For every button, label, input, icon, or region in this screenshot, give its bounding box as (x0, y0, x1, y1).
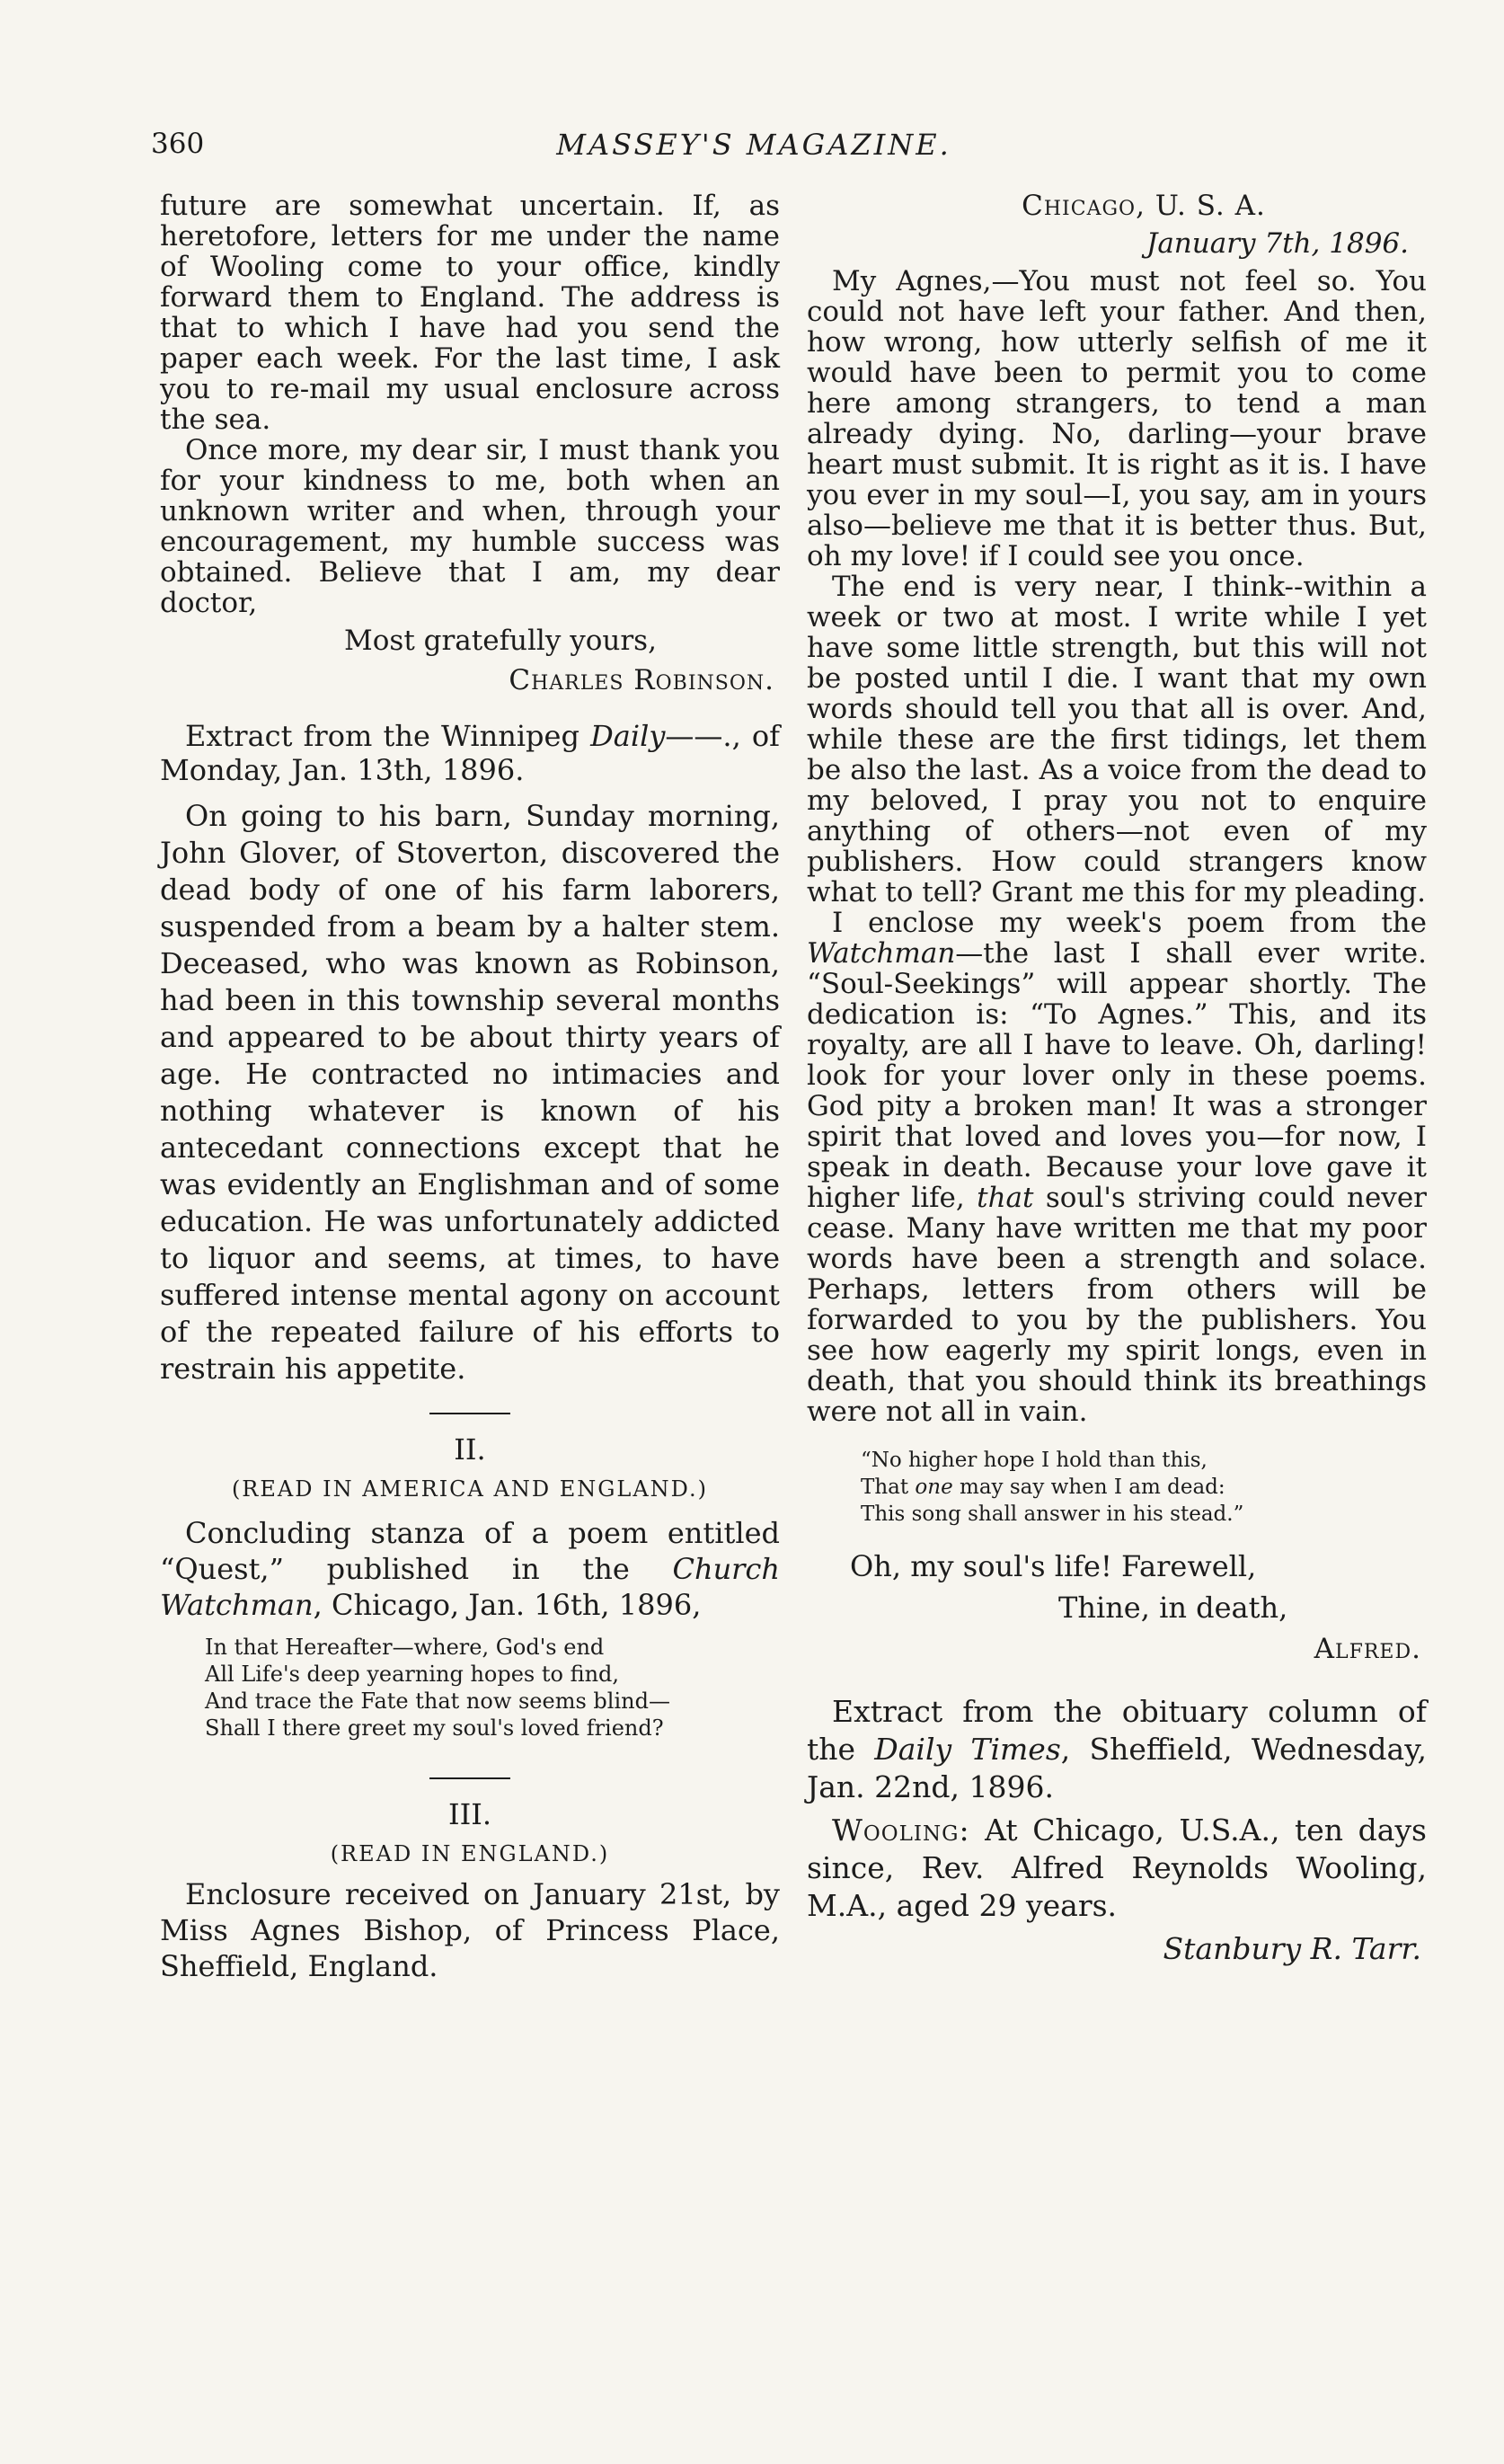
verse-line: And trace the Fate that now seems blind— (205, 1688, 670, 1714)
poem-intro-text: , Chicago, Jan. 16th, 1896, (313, 1588, 702, 1622)
obituary-name: Wooling: (832, 1813, 970, 1848)
section-number: III. (447, 1797, 492, 1831)
letter-closing: Most gratefully yours, (344, 625, 657, 657)
paper-name: Daily (590, 719, 666, 753)
extract-intro (160, 719, 780, 787)
paper-name: Church Watchman (160, 1552, 780, 1622)
magazine-title: MASSEY'S MAGAZINE. (556, 128, 951, 162)
poem-intro-text: Concluding stanza of a poem entitled “Quest,” published in the (160, 1516, 780, 1586)
verse-text: may say when I am dead: (952, 1476, 1225, 1499)
verse-line: “No higher hope I hold than this, (861, 1449, 1208, 1472)
poem-stanza (160, 1634, 780, 1742)
poem-intro (160, 1515, 780, 1623)
verse-text: That (861, 1476, 916, 1499)
author-name: Stanbury R. Tarr. (1163, 1931, 1421, 1966)
extract-intro-text: ——., of Monday, Jan. 13th, 1896. (160, 719, 781, 787)
farewell-line: Oh, my soul's life! Farewell, (850, 1549, 1257, 1583)
news-report: On going to his barn, Sunday morning, John Glover, of Stoverton, discovered the dead body of one of his farm laborers, suspended from a beam by a halter stem. Deceased, who was known as Robinson, had been in this township several months and appeared to be about thirty years of age. He contracted no intimacies and nothing whatever is known of his antecedant connections except that he was evidently an Englishman and of some education. He was unfortunately addicted to liquor and seems, at times, to have suffered intense mental agony on account of the repeated failure of his efforts to restrain his appetite. (160, 799, 780, 1386)
extract-intro-text: Extract from the Winnipeg (185, 719, 591, 753)
verse-line: Shall I there greet my soul's loved friend? (205, 1715, 664, 1741)
paper-name: Daily Times (874, 1732, 1061, 1767)
emphasis: one (915, 1476, 953, 1499)
letter-signature: Charles Robinson. (509, 664, 774, 696)
letter-date (807, 228, 1409, 259)
section-divider (429, 1413, 510, 1414)
verse-line: In that Hereafter—where, God's end (205, 1635, 605, 1660)
page-number: 360 (151, 128, 205, 160)
letter-text: soul's striving could never cease. Many have written me that my poor words have been a strength and solace. Perhaps, letters from others will be forwarded to you by the publishers. You see how eagerly my spirit longs, even in death, that you should think its breathings were not all in vain. (807, 1182, 1427, 1428)
letter-paragraph: future are somewhat uncertain. If, as heretofore, letters for me under the name of Wooling come to your office, kindly forward them to England. The address is that to which I have had you send the paper each week. For the last time, I ask you to re-mail my usual enclosure across the sea. (160, 190, 780, 436)
section-divider (429, 1777, 510, 1779)
letter-paragraph: Once more, my dear sir, I must thank you for your kindness to me, both when an unknown writer and when, through your encouragement, my humble success was obtained. Believe that I am, my dear doctor, (160, 434, 780, 619)
letter-paragraph: The end is very near, I think--within a week or two at most. I write while I yet have some little strength, but this will not be posted until I die. I want that my own words should tell you that all is over. And, while these are the first tidings, let them be also the last. As a voice from the dead to my beloved, I pray you not to enquire anything of others—not even of my publishers. How could strangers know what to tell? Grant me this for my pleading. (807, 571, 1427, 908)
letter-text: I enclose my week's poem from the (832, 907, 1427, 939)
section-number: II. (454, 1432, 486, 1467)
obituary-entry (807, 1812, 1427, 1925)
verse-line: This song shall answer in his stead.” (861, 1502, 1244, 1526)
closing-line: Thine, in death, (1058, 1591, 1288, 1625)
obituary-intro-text: Extract from the obituary column of the (807, 1694, 1427, 1767)
verse-line: All Life's deep yearning hopes to find, (205, 1662, 620, 1687)
section-subtitle: (READ IN ENGLAND.) (330, 1841, 610, 1866)
letter-signature: Alfred. (1314, 1633, 1421, 1665)
letter-text: —the last I shall ever write. “Soul-Seekings” will appear shortly. The dedication is: “To Agnes.” This, and its royalty, are all I have to leave. Oh, darling! look for your lover only in these poems. God pity a broken man! It was a stronger spirit that loved and loves you—for now, I speak in death. Because your love gave it higher life, (807, 937, 1427, 1214)
right-column (807, 191, 1427, 1968)
section-subtitle: (READ IN AMERICA AND ENGLAND.) (231, 1476, 709, 1502)
letter-paragraph: My Agnes,—You must not feel so. You could not have left your father. And then, how wrong, how utterly selfish of me it would have been to permit you to come here among strangers, to tend a man already dying. No, darling—your brave heart must submit. It is right as it is. I have you ever in my soul—I, you say, am in yours also—believe me that it is better thus. But, oh my love! if I could see you once. (807, 265, 1427, 572)
obituary-text: At Chicago, U.S.A., ten days since, Rev. Alfred Reynolds Wooling, M.A., aged 29 years. (807, 1813, 1427, 1923)
page-header (151, 128, 1409, 171)
quoted-verse (807, 1447, 1427, 1528)
obituary-intro (807, 1693, 1427, 1806)
verse-line (861, 1474, 1427, 1501)
letter-paragraph (807, 908, 1427, 1427)
left-column (160, 191, 780, 1984)
obituary-intro-text: , Sheffield, Wednesday, Jan. 22nd, 1896. (807, 1732, 1427, 1804)
emphasis: that (977, 1182, 1034, 1214)
paper-name: Watchman (807, 937, 956, 970)
enclosure-intro: Enclosure received on January 21st, by Miss Agnes Bishop, of Princess Place, Sheffield, England. (160, 1877, 780, 1983)
letter-date-text: January 7th, 1896. (1146, 227, 1409, 260)
article-author (807, 1930, 1421, 1968)
letter-place: Chicago, U. S. A. (1022, 190, 1266, 222)
